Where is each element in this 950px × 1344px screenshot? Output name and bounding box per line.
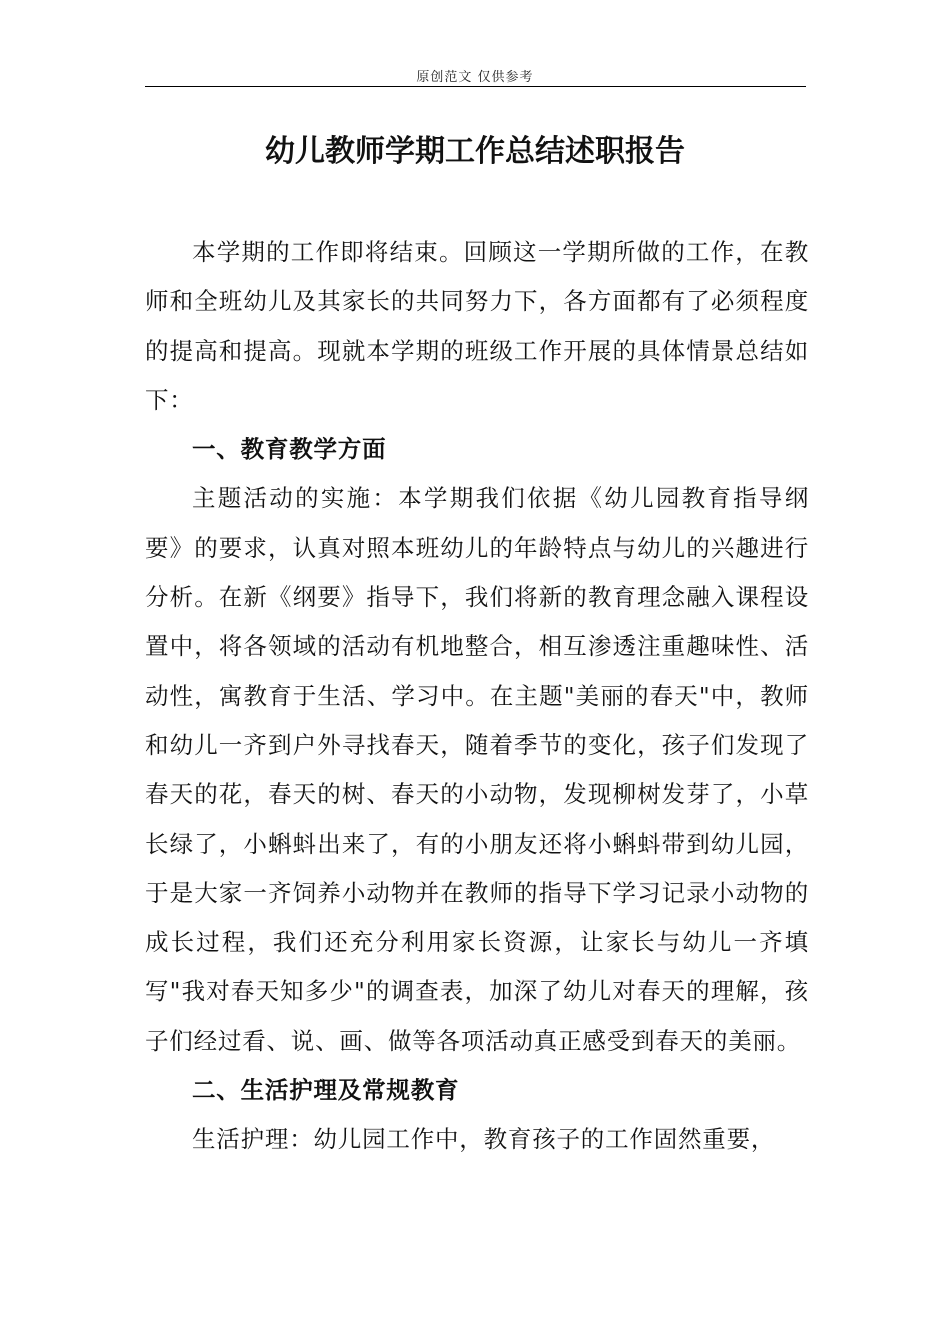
section-heading-life-care: 二、生活护理及常规教育 bbox=[192, 1076, 460, 1105]
document-body bbox=[145, 228, 809, 1165]
life-care-paragraph: 生活护理：幼儿园工作中，教育孩子的工作固然重要， bbox=[192, 1125, 776, 1154]
header-divider bbox=[145, 86, 806, 87]
theme-activity-paragraph: 主题活动的实施：本学期我们依据《幼儿园教育指导纲要》的要求，认真对照本班幼儿的年龄特点与幼儿的兴趣进行分析。在新《纲要》指导下，我们将新的教育理念融入课程设置中，将各领域的活动有机地整合，相互渗透注重趣味性、活动性，寓教育于生活、学习中。在主题"美丽的春天"中，教师和幼儿一齐到户外寻找春天，随着季节的变化，孩子们发现了春天的花，春天的树、春天的小动物，发现柳树发芽了，小草长绿了，小蝌蚪出来了，有的小朋友还将小蝌蚪带到幼儿园，于是大家一齐饲养小动物并在教师的指导下学习记录小动物的成长过程，我们还充分利用家长资源，让家长与幼儿一齐填写"我对春天知多少"的调查表，加深了幼儿对春天的理解，孩子们经过看、说、画、做等各项活动真正感受到春天的美丽。 bbox=[145, 484, 809, 1055]
header-note: 原创范文 仅供参考 bbox=[416, 70, 534, 85]
intro-paragraph: 本学期的工作即将结束。回顾这一学期所做的工作，在教师和全班幼儿及其家长的共同努力下，各方面都有了必须程度的提高和提高。现就本学期的班级工作开展的具体情景总结如下： bbox=[145, 238, 809, 414]
section-heading-education: 一、教育教学方面 bbox=[192, 435, 387, 464]
document-title: 幼儿教师学期工作总结述职报告 bbox=[265, 134, 685, 169]
